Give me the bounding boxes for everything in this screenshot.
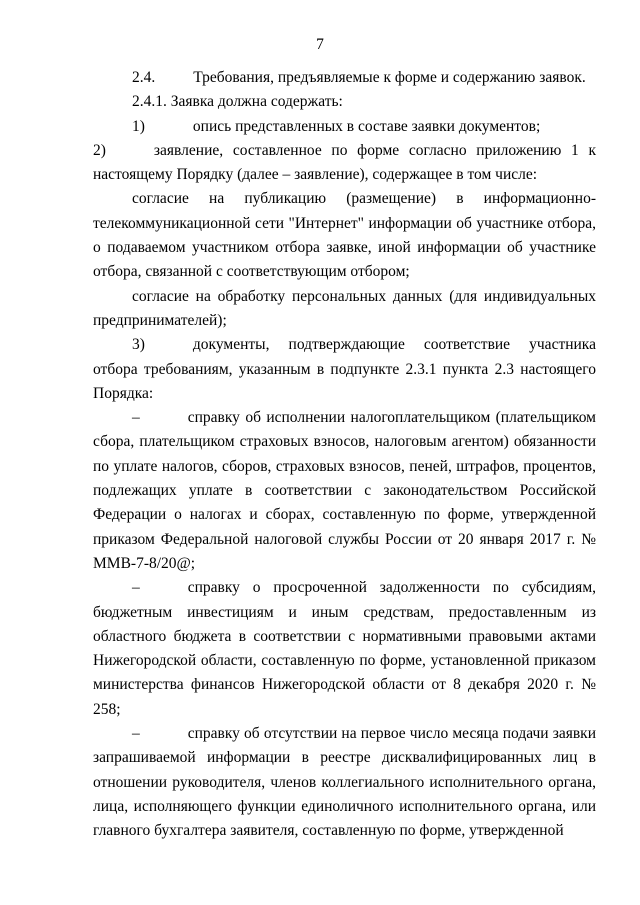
paragraph-number: 2.4.	[132, 69, 156, 86]
paragraph-text: 2.4.1. Заявка должна содержать:	[132, 93, 343, 111]
list-item-3	[93, 333, 596, 406]
paragraph-text: документы, подтверждающие соответствие участника отбора требованиям, указанным в подпункте 2.3.1 пункта 2.3 настоящего Порядка:	[93, 336, 596, 402]
paragraph-text: справку об отсутствии на первое число месяца подачи заявки запрашиваемой информации в реестре дисквалифицированных лиц в отношении руководителя, членов коллегиального исполнительного органа, лица, исполняющего функции единоличного исполнительного органа, или главного бухгалтера заявителя, составленную по форме, утвержденной	[93, 725, 596, 840]
list-item-1	[93, 115, 596, 139]
dash-item-tax-certificate	[93, 406, 596, 576]
paragraph-text: Требования, предъявляемые к форме и содержанию заявок.	[193, 69, 586, 86]
list-number: 3)	[132, 336, 145, 354]
paragraph-text: заявление, составленное по форме согласно приложению 1 к настоящему Порядку (далее – заявление), содержащее в том числе:	[93, 141, 596, 184]
consent-publication	[93, 187, 596, 284]
dash-marker: –	[132, 579, 140, 597]
paragraph-text: опись представленных в составе заявки документов;	[192, 117, 541, 135]
list-number: 2)	[93, 141, 106, 159]
dash-marker: –	[132, 409, 140, 427]
paragraph-2-4-1	[93, 90, 596, 114]
list-item-2	[93, 139, 596, 188]
dash-item-disqualified-certificate	[93, 722, 596, 843]
page-number: 7	[316, 36, 324, 53]
paragraph-2-4	[93, 66, 596, 90]
list-number: 1)	[132, 117, 145, 135]
document-body	[93, 66, 596, 844]
consent-personal-data	[93, 285, 596, 334]
paragraph-text: справку об исполнении налогоплательщиком (плательщиком сбора, плательщиком страховых взносов, налоговым агентом) обязанности по уплате налогов, сборов, страховых взносов, пеней, штрафов, процентов, подлежащих уплате в соответствии с законодательством Российской Федерации о налогах и сборах, составленную по форме, утвержденной приказом Федеральной налоговой службы России от 20 января 2017 г. № ММВ-7-8/20@;	[93, 409, 596, 572]
dash-item-debt-certificate	[93, 576, 596, 722]
dash-marker: –	[132, 725, 140, 743]
paragraph-text: справку о просроченной задолженности по субсидиям, бюджетным инвестициям и иным средствам, предоставленным из областного бюджета в соответствии с нормативными правовыми актами Нижегородской области, составленную по форме, установленной приказом министерства финансов Нижегородской области от 8 декабря 2020 г. № 258;	[93, 579, 596, 718]
paragraph-text: согласие на публикацию (размещение) в информационно-телекоммуникационной сети "Интернет" информации об участнике отбора, о подаваемом участником отбора заявке, иной информации об участнике отбора, связанной с соответствующим отбором;	[93, 190, 596, 281]
paragraph-text: согласие на обработку персональных данных (для индивидуальных предпринимателей);	[93, 287, 596, 329]
